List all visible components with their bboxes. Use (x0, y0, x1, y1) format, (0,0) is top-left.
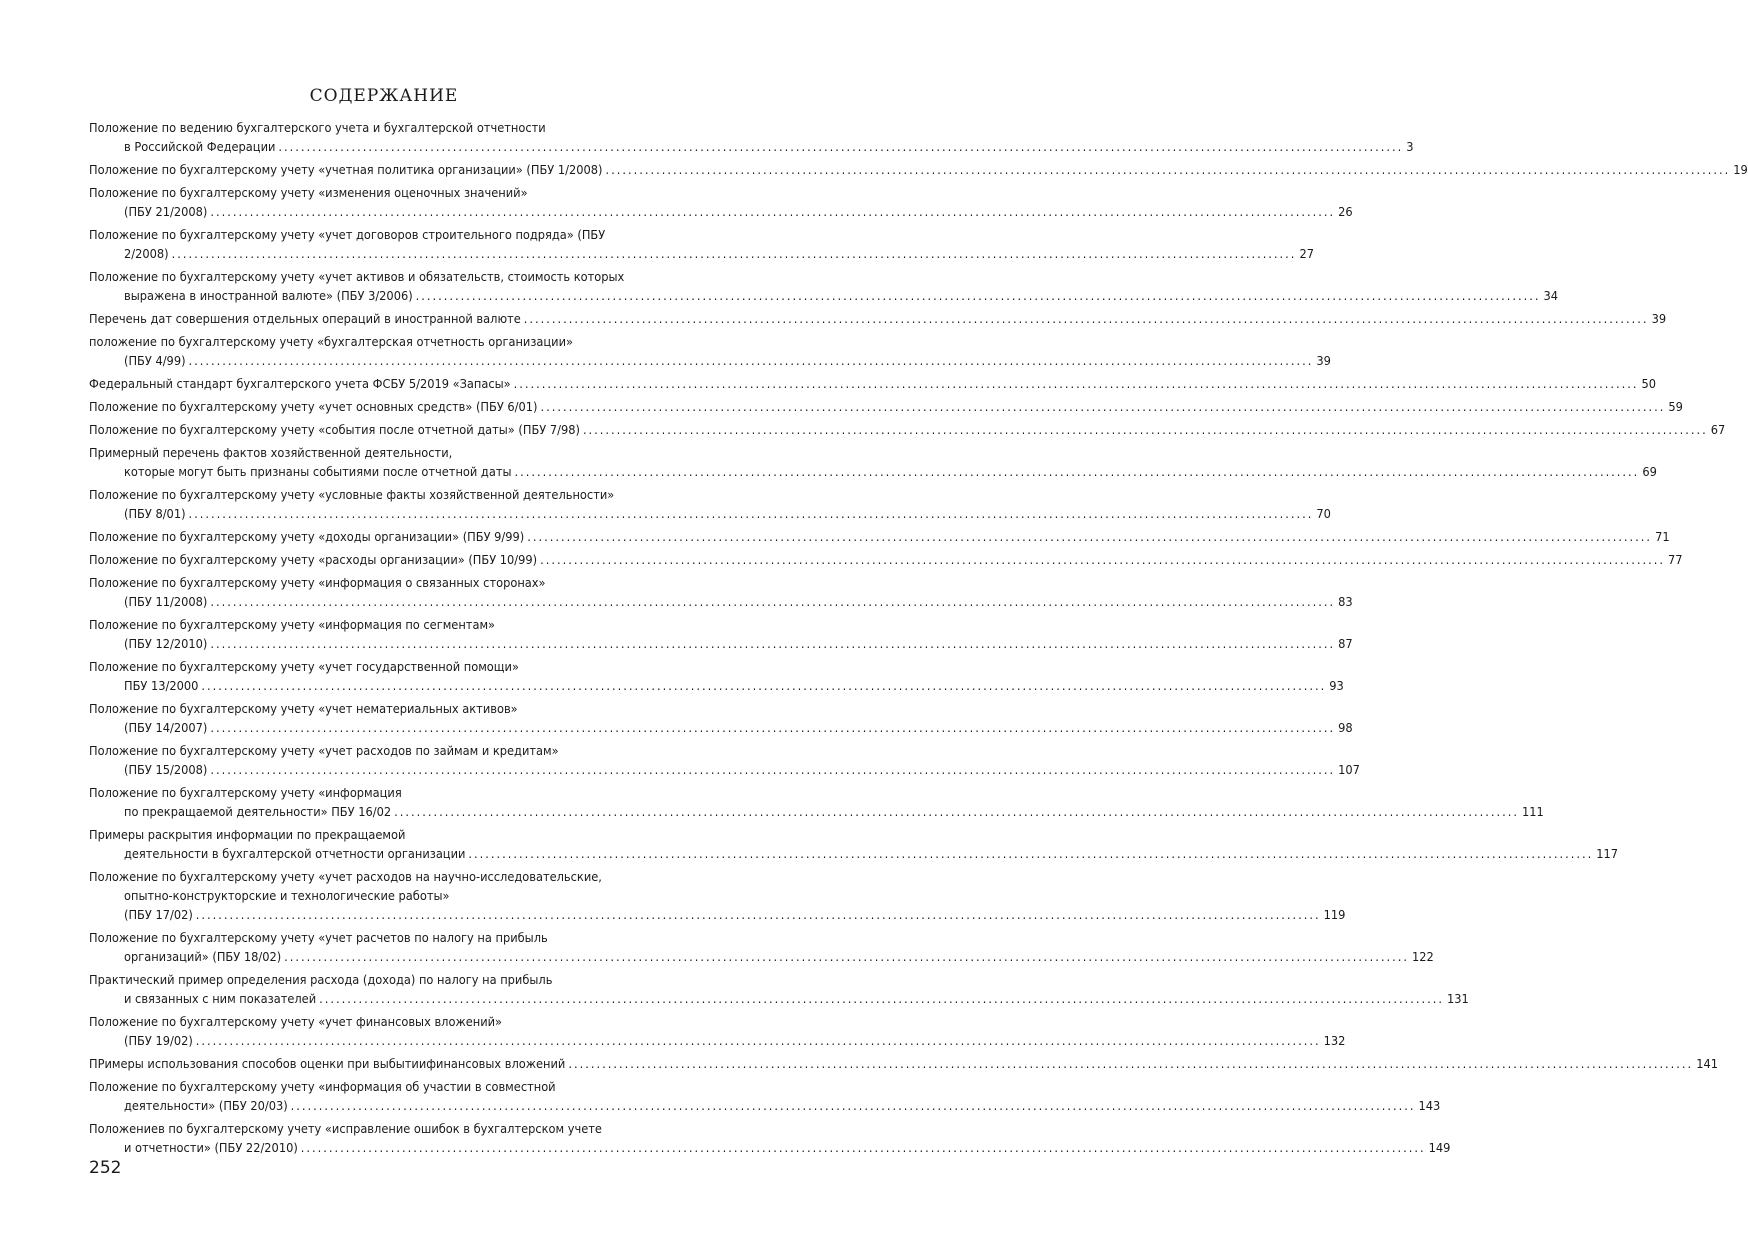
toc-entry-text: (ПБУ 15/2008) (124, 762, 208, 777)
toc-entry-page: 71 (1655, 529, 1670, 544)
toc-entry-last-line (89, 351, 1331, 370)
toc-entry-text: и отчетности» (ПБУ 22/2010) (124, 1140, 298, 1155)
dot-leader: ........................................................................................................................................................................................................ (284, 949, 1409, 964)
toc-entry-page: 77 (1667, 552, 1683, 567)
toc-entry (89, 615, 1353, 653)
toc-entry (89, 118, 1414, 156)
toc-entry-text: положение по бухгалтерскому учету «бухгалтерская отчетность организации» (89, 334, 573, 349)
toc-entry-last-line (89, 947, 1434, 966)
dot-leader: ........................................................................................................................................................................................................ (605, 162, 1731, 177)
dot-leader: ........................................................................................................................................................................................................ (468, 846, 1594, 861)
dot-leader: ........................................................................................................................................................................................................ (527, 529, 1653, 544)
toc-entry-page: 131 (1446, 991, 1469, 1006)
toc-entry-text: (ПБУ 14/2007) (124, 720, 208, 735)
toc-entry-text: в Российской Федерации (124, 139, 276, 154)
toc-entry-text: Перечень дат совершения отдельных операций в иностранной валюте (89, 311, 521, 326)
toc-entry-text: Положениев по бухгалтерскому учету «исправление ошибок в бухгалтерском учете (89, 1121, 602, 1136)
dot-leader: ........................................................................................................................................................................................................ (568, 1056, 1694, 1071)
toc-entry (89, 783, 1544, 821)
toc-entry (89, 485, 1331, 523)
toc-entry-last-line (89, 760, 1360, 779)
dot-leader: ........................................................................................................................................................................................................ (540, 552, 1665, 567)
toc-entry-text: (ПБУ 12/2010) (124, 636, 208, 651)
toc-entry-text: (ПБУ 11/2008) (124, 594, 208, 609)
toc-entry-text: Положение по бухгалтерскому учету «учет нематериальных активов» (89, 701, 518, 716)
toc-entry-page: 93 (1329, 678, 1344, 693)
toc-entry-text: которые могут быть признаны событиями после отчетной даты (124, 464, 512, 479)
toc-entry-text: Положение по бухгалтерскому учету «информация о связанных сторонах» (89, 575, 546, 590)
toc-entry (89, 699, 1353, 737)
toc-entry-last-line (89, 462, 1657, 481)
toc-entry-text: Положение по бухгалтерскому учету «информация (89, 785, 402, 800)
toc-entry (89, 573, 1353, 611)
toc-entry-text: Примеры раскрытия информации по прекращаемой (89, 827, 406, 842)
toc-entry-last-line (89, 504, 1331, 523)
toc-entry-page: 119 (1323, 907, 1346, 922)
toc-entry-last-line (89, 202, 1353, 221)
toc-entry-text: (ПБУ 19/02) (124, 1033, 193, 1048)
dot-leader: ........................................................................................................................................................................................................ (188, 353, 1314, 368)
toc-entry (89, 1054, 1718, 1073)
toc-title: СОДЕРЖАНИЕ (309, 86, 459, 106)
toc-entry-text: и связанных с ним показателей (124, 991, 317, 1006)
toc-entry-page: 27 (1299, 246, 1314, 261)
dot-leader: ........................................................................................................................................................................................................ (171, 246, 1297, 261)
page-number: 252 (89, 1158, 122, 1178)
toc-entry-last-line (89, 137, 1414, 156)
toc-entry-text: опытно-конструкторские и технологические работы» (124, 888, 450, 903)
toc-entry-page: 69 (1642, 464, 1657, 479)
toc-entry-last-line (89, 160, 1748, 179)
toc-entry-last-line (89, 309, 1667, 328)
dot-leader: ........................................................................................................................................................................................................ (210, 636, 1336, 651)
toc-entry (89, 309, 1667, 328)
toc-entry-page: 149 (1428, 1140, 1451, 1155)
toc-entry-text: Положение по бухгалтерскому учету «учетная политика организации» (ПБУ 1/2008) (89, 162, 603, 177)
toc-entry-text: Положение по бухгалтерскому учету «расходы организации» (ПБУ 10/99) (89, 552, 538, 567)
dot-leader: ........................................................................................................................................................................................................ (210, 204, 1336, 219)
dot-leader: ........................................................................................................................................................................................................ (540, 399, 1666, 414)
toc-entry (89, 183, 1353, 221)
toc-entry-page: 34 (1543, 288, 1559, 303)
toc-entry-text: Положение по бухгалтерскому учету «изменения оценочных значений» (89, 185, 528, 200)
toc-entry-text: (ПБУ 17/02) (124, 907, 193, 922)
toc-entry-page: 50 (1641, 376, 1657, 391)
toc-entry (89, 374, 1657, 393)
toc-entry (89, 332, 1331, 370)
toc-entry (89, 1077, 1441, 1115)
toc-entry-page: 3 (1406, 139, 1414, 154)
toc-entry-text: Положение по бухгалтерскому учету «учет государственной помощи» (89, 659, 519, 674)
toc-entry-page: 132 (1323, 1033, 1346, 1048)
dot-leader: ........................................................................................................................................................................................................ (513, 376, 1639, 391)
toc-entry-text: выражена в иностранной валюте» (ПБУ 3/2006) (124, 288, 413, 303)
toc-entry-page: 26 (1338, 204, 1353, 219)
toc-entry-last-line (89, 802, 1544, 821)
toc-entry (89, 928, 1434, 966)
toc-entry-page: 59 (1668, 399, 1683, 414)
toc-entry-page: 83 (1338, 594, 1353, 609)
toc-entry-last-line (89, 676, 1344, 695)
toc-entry-last-line (89, 592, 1353, 611)
dot-leader: ........................................................................................................................................................................................................ (188, 506, 1314, 521)
toc-entry-page: 98 (1338, 720, 1353, 735)
dot-leader: ........................................................................................................................................................................................................ (210, 762, 1336, 777)
dot-leader: ........................................................................................................................................................................................................ (278, 139, 1404, 154)
toc-entry-page: 143 (1418, 1098, 1441, 1113)
toc-entry-last-line (89, 527, 1670, 546)
toc-entry-text: Положение по бухгалтерскому учету «учет расчетов по налогу на прибыль (89, 930, 548, 945)
toc-entry-page: 141 (1696, 1056, 1718, 1071)
toc-entry-text: Положение по бухгалтерскому учету «учет расходов на научно-исследовательские, (89, 869, 602, 884)
toc-entry-last-line (89, 989, 1469, 1008)
toc-entry-text: Положение по бухгалтерскому учету «условные факты хозяйственной деятельности» (89, 487, 615, 502)
toc-entry-page: 70 (1316, 506, 1331, 521)
toc-entry-text: ПРимеры использования способов оценки при выбытиифинансовых вложений (89, 1056, 566, 1071)
dot-leader: ........................................................................................................................................................................................................ (514, 464, 1640, 479)
toc-entry-text: деятельности в бухгалтерской отчетности организации (124, 846, 466, 861)
dot-leader: ........................................................................................................................................................................................................ (394, 804, 1519, 819)
toc-entry-text: Практический пример определения расхода (дохода) по налогу на прибыль (89, 972, 553, 987)
dot-leader: ........................................................................................................................................................................................................ (290, 1098, 1416, 1113)
toc-entry-last-line (89, 397, 1683, 416)
toc-entry-text: Положение по бухгалтерскому учету «учет активов и обязательств, стоимость которых (89, 269, 625, 284)
toc-entry (89, 225, 1314, 263)
toc-entry (89, 420, 1726, 439)
toc-entry-page: 67 (1710, 422, 1726, 437)
toc-entry-last-line (89, 1054, 1718, 1073)
toc-entry (89, 160, 1748, 179)
toc-entry-text: Положение по бухгалтерскому учету «учет основных средств» (ПБУ 6/01) (89, 399, 538, 414)
toc-entry-text: по прекращаемой деятельности» ПБУ 16/02 (124, 804, 392, 819)
toc-entry (89, 825, 1619, 863)
toc-entry-text: ПБУ 13/2000 (124, 678, 199, 693)
toc-entry-text: деятельности» (ПБУ 20/03) (124, 1098, 288, 1113)
toc-entry (89, 443, 1657, 481)
toc-entry-page: 122 (1412, 949, 1434, 964)
toc-entry (89, 1012, 1346, 1050)
toc-entry (89, 657, 1344, 695)
toc-entry-last-line (89, 244, 1314, 263)
dot-leader: ........................................................................................................................................................................................................ (201, 678, 1327, 693)
toc-entry (89, 1119, 1451, 1157)
toc-entry-page: 19 (1733, 162, 1748, 177)
dot-leader: ........................................................................................................................................................................................................ (523, 311, 1649, 326)
toc-entry-last-line (89, 1031, 1346, 1050)
toc-entry-page: 111 (1521, 804, 1544, 819)
toc-entry-last-line (89, 718, 1353, 737)
toc-entry-last-line (89, 374, 1657, 393)
toc-entry-text: (ПБУ 4/99) (124, 353, 186, 368)
toc-entry-text: Положение по бухгалтерскому учету «учет расходов по займам и кредитам» (89, 743, 559, 758)
toc-entry-page: 107 (1338, 762, 1360, 777)
dot-leader: ........................................................................................................................................................................................................ (582, 422, 1708, 437)
toc-entry-last-line (89, 905, 1346, 924)
toc-entry-text: Положение по бухгалтерскому учету «события после отчетной даты» (ПБУ 7/98) (89, 422, 580, 437)
toc-entry-text: 2/2008) (124, 246, 169, 261)
toc-entry-text: (ПБУ 21/2008) (124, 204, 208, 219)
toc-entry-text: Положение по ведению бухгалтерского учета и бухгалтерской отчетности (89, 120, 546, 135)
toc-entry-page: 117 (1596, 846, 1619, 861)
toc-entry-last-line (89, 550, 1683, 569)
toc-entry (89, 970, 1469, 1008)
dot-leader: ........................................................................................................................................................................................................ (210, 720, 1336, 735)
table-of-contents (89, 118, 1748, 1161)
toc-entry-last-line (89, 1096, 1441, 1115)
toc-entry-last-line (89, 634, 1353, 653)
toc-entry-last-line (89, 420, 1726, 439)
toc-entry (89, 527, 1670, 546)
toc-entry-text: Положение по бухгалтерскому учету «информация об участии в совместной (89, 1079, 556, 1094)
toc-entry-text: Примерный перечень фактов хозяйственной деятельности, (89, 445, 453, 460)
dot-leader: ........................................................................................................................................................................................................ (195, 1033, 1321, 1048)
toc-entry-text: Положение по бухгалтерскому учету «информация по сегментам» (89, 617, 496, 632)
toc-entry-text: Положение по бухгалтерскому учету «учет финансовых вложений» (89, 1014, 503, 1029)
toc-entry (89, 741, 1360, 779)
toc-entry-text: Федеральный стандарт бухгалтерского учета ФСБУ 5/2019 «Запасы» (89, 376, 511, 391)
dot-leader: ........................................................................................................................................................................................................ (300, 1140, 1426, 1155)
toc-entry-text: организаций» (ПБУ 18/02) (124, 949, 282, 964)
toc-entry-last-line (89, 844, 1619, 863)
toc-entry-page: 87 (1338, 636, 1353, 651)
toc-entry (89, 397, 1683, 416)
toc-entry (89, 867, 1346, 924)
toc-entry (89, 550, 1683, 569)
toc-entry-text: Положение по бухгалтерскому учету «учет договоров строительного подряда» (ПБУ (89, 227, 606, 242)
toc-entry-page: 39 (1316, 353, 1331, 368)
toc-entry-text: (ПБУ 8/01) (124, 506, 186, 521)
dot-leader: ........................................................................................................................................................................................................ (210, 594, 1336, 609)
toc-entry (89, 267, 1559, 305)
toc-entry-last-line (89, 1138, 1451, 1157)
toc-entry-page: 39 (1651, 311, 1667, 326)
toc-entry-last-line (89, 286, 1559, 305)
dot-leader: ........................................................................................................................................................................................................ (195, 907, 1321, 922)
dot-leader: ........................................................................................................................................................................................................ (319, 991, 1444, 1006)
toc-entry-text: Положение по бухгалтерскому учету «доходы организации» (ПБУ 9/99) (89, 529, 525, 544)
dot-leader: ........................................................................................................................................................................................................ (415, 288, 1541, 303)
